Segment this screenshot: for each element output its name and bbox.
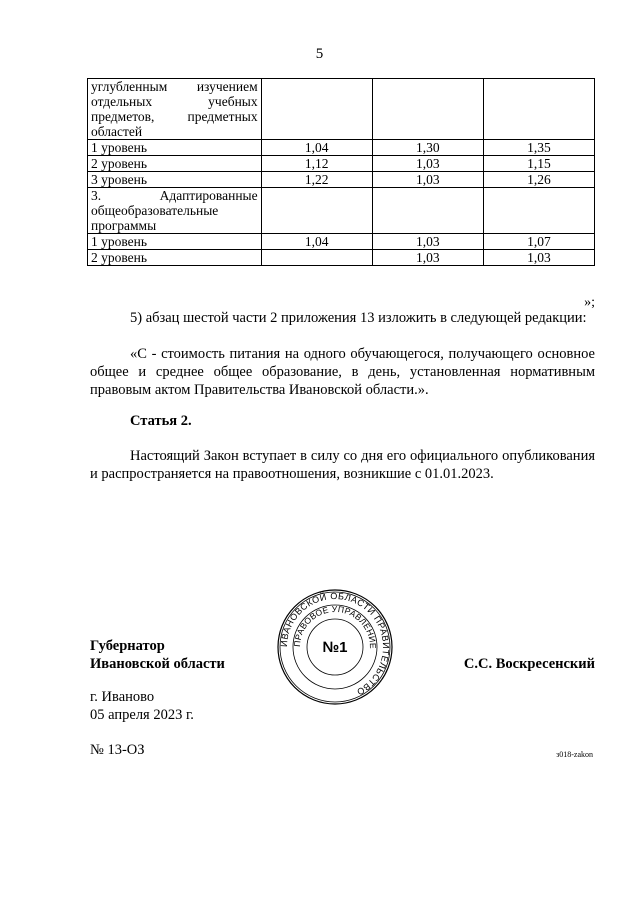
quoted-formula-definition: «С - стоимость питания на одного обучающегося, получающего основное общее и среднее общее образование, в день, установленная нормативным правовым актом Правительства Ивановской области.».	[90, 346, 595, 398]
signatory-position-line2: Ивановской области	[90, 656, 225, 672]
row-value-v3: 1,26	[483, 172, 594, 188]
row-label: 1 уровень	[88, 140, 262, 156]
coefficient-table	[87, 78, 595, 266]
date: 05 апреля 2023 г.	[90, 707, 194, 723]
signatory-name: С.С. Воскресенский	[463, 656, 595, 672]
item-5-paragraph: 5) абзац шестой части 2 приложения 13 изложить в следующей редакции:	[130, 310, 587, 326]
row-value-v2: 1,03	[372, 234, 483, 250]
table-row	[88, 156, 595, 172]
row-value-v1	[261, 250, 372, 266]
row-value-v2	[372, 188, 483, 234]
row-value-v2	[372, 79, 483, 140]
row-value-v2: 1,30	[372, 140, 483, 156]
law-number: № 13-ОЗ	[90, 742, 145, 758]
row-value-v3: 1,35	[483, 140, 594, 156]
row-value-v3: 1,07	[483, 234, 594, 250]
table-body	[88, 79, 595, 266]
article-2-text: Настоящий Закон вступает в силу со дня его официального опубликования и распространяется на правоотношения, возникшие с 01.01.2023.	[90, 448, 595, 482]
page-number: 5	[315, 46, 324, 62]
row-value-v3: 1,15	[483, 156, 594, 172]
row-value-v1	[261, 188, 372, 234]
row-label: 3 уровень	[88, 172, 262, 188]
table-row	[88, 188, 595, 234]
table-row	[88, 140, 595, 156]
row-value-v2: 1,03	[372, 172, 483, 188]
row-label: 1 уровень	[88, 234, 262, 250]
row-value-v3	[483, 79, 594, 140]
article-2-title: Статья 2.	[130, 413, 192, 429]
row-label: 2 уровень	[88, 250, 262, 266]
row-label: 2 уровень	[88, 156, 262, 172]
official-seal	[275, 587, 395, 707]
city: г. Иваново	[90, 689, 155, 705]
signatory-position-line1: Губернатор	[90, 638, 165, 654]
row-value-v1: 1,12	[261, 156, 372, 172]
row-value-v2: 1,03	[372, 156, 483, 172]
seal-outer-text: ИВАНОВСКОЙ ОБЛАСТИ ПРАВИТЕЛЬСТВО	[278, 590, 392, 698]
table-row	[88, 79, 595, 140]
seal-number: №1	[322, 639, 348, 656]
row-value-v2: 1,03	[372, 250, 483, 266]
seal-inner-text: ПРАВОВОЕ УПРАВЛЕНИЕ	[291, 603, 379, 650]
row-value-v1: 1,04	[261, 140, 372, 156]
table-row	[88, 172, 595, 188]
row-label: углубленным изучением отдельных учебных предметов, предметных областей	[88, 79, 262, 140]
table-closing-quote: »;	[584, 295, 595, 310]
document-code: з018-zakon	[556, 750, 593, 759]
signatory-position	[90, 637, 225, 673]
row-label: 3. Адаптированные общеобразовательные программы	[88, 188, 262, 234]
row-value-v1: 1,04	[261, 234, 372, 250]
table-row	[88, 250, 595, 266]
row-value-v3	[483, 188, 594, 234]
row-value-v1	[261, 79, 372, 140]
row-value-v3: 1,03	[483, 250, 594, 266]
place-and-date	[90, 688, 194, 724]
table-row	[88, 234, 595, 250]
row-value-v1: 1,22	[261, 172, 372, 188]
